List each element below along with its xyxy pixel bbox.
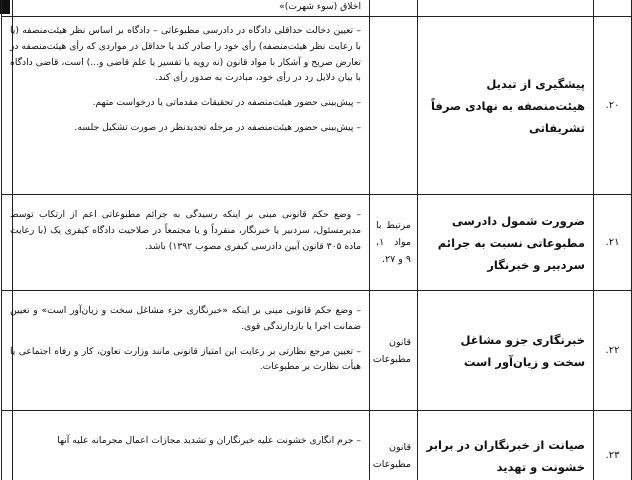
- table-row: [2, 17, 632, 195]
- description-paragraph: – جرم انگاری خشونت علیه خبرنگاران و تشدید مجازات اعمال مجرمانه علیه آنها: [57, 435, 361, 446]
- row-description-cell: [2, 195, 370, 291]
- table-row: [2, 0, 632, 17]
- row-number: ۲۱.: [605, 237, 620, 248]
- description-paragraph: – تعیین دخالت حداقلی دادگاه در دادرسی مطبوعاتی – دادگاه بر اساس نظر هیئت‌منصفه (یا با رعایت نظر هیئت‌منصفه) رأی خود را صادر کند یا حداقل در مواردی که رأی هیئت‌منصفه در تعارض صریح و آشکار با مواد قانون (نه رویه یا تفسیر یا علم قاضی و...) است، قاضی دادگاه با بیان دلایل رد در رأی خود، مبادرت به صدور رأی کند.: [10, 25, 361, 84]
- row-number-cell: [594, 291, 632, 411]
- description-paragraph: – پیش‌بینی حضور هیئت‌منصفه در مرحله تجدیدنظر در صورت تشکیل جلسه.: [74, 121, 361, 133]
- row-title-cell: [418, 0, 594, 17]
- row-description-cell: [2, 411, 370, 480]
- table-row: [2, 411, 632, 480]
- description-paragraph: – پیش‌بینی حضور هیئت‌منصفه در تحقیقات مقدماتی یا درخواست متهم.: [92, 97, 361, 109]
- row-number-cell: [594, 17, 632, 195]
- table-row: [2, 195, 632, 291]
- row-reference-cell: [370, 411, 418, 480]
- table-row: [2, 291, 632, 411]
- row-number: ۲۳.: [605, 450, 620, 461]
- row-description-cell: [2, 291, 370, 411]
- row-description-cell: [2, 17, 370, 195]
- row-title: خبرنگاری جزو مشاغل سخت و زیان‌آور است: [460, 332, 585, 369]
- row-number-cell: [594, 411, 632, 480]
- row-number: ۲۰.: [605, 100, 620, 111]
- description-paragraph: – وضع حکم قانونی مبنی بر اینکه «خبرنگاری جزء مشاغل سخت و زیان‌آور است» و تعیین ضمانت اجرا یا بازدارندگی قوی.: [10, 305, 361, 332]
- row-title-cell: [418, 291, 594, 411]
- row-reference: قانون مطبوعات: [372, 336, 411, 365]
- proposals-table: [1, 0, 632, 480]
- row-reference: قانون مطبوعات: [372, 441, 411, 470]
- row-title: صیانت از خبرنگاران در برابر خشونت و تهدید: [426, 437, 585, 474]
- row-reference-cell: [370, 0, 418, 17]
- row-reference-cell: [370, 195, 418, 291]
- row-description-cell: [2, 0, 370, 17]
- row-number-cell: [594, 195, 632, 291]
- description-paragraph: – وضع حکم قانونی مبنی بر اینکه رسیدگی به جرائم مطبوعاتی اعم از ارتکاب توسط مدیرمسئول، سردبیر یا خبرنگار، منفرداً و یا مجتمعاً در صلاحیت دادگاه کیفری یک (با رعایت ماده ۳۰۵ قانون آیین دادرسی کیفری مصوب ۱۳۹۲) باشد.: [10, 209, 361, 252]
- row-reference-cell: [370, 291, 418, 411]
- row-number-cell: [594, 0, 632, 17]
- row-title: پیشگیری از تبدیل هیئت‌منصفه به نهادی صرفاً تشریفاتی: [430, 76, 585, 135]
- row-title-cell: [418, 195, 594, 291]
- row-reference-cell: [370, 17, 418, 195]
- description-paragraph: اخلاق (سوء شهرت)»: [279, 1, 361, 12]
- row-number: ۲۲.: [605, 345, 620, 356]
- row-title-cell: [418, 17, 594, 195]
- row-reference: مرتبط با مواد ۱، ۹ و ۲۷.: [376, 220, 411, 265]
- description-paragraph: – تعیین مرجع نظارتی بر رعایت این امتیاز قانونی مانند وزارت تعاون، کار و رفاه اجتماعی یا هیأت نظارت بر مطبوعات.: [10, 345, 361, 373]
- row-title-cell: [418, 411, 594, 480]
- row-title: ضرورت شمول دادرسی مطبوعاتی نسبت به جرائم سردبیر و خبرنگار: [437, 213, 585, 272]
